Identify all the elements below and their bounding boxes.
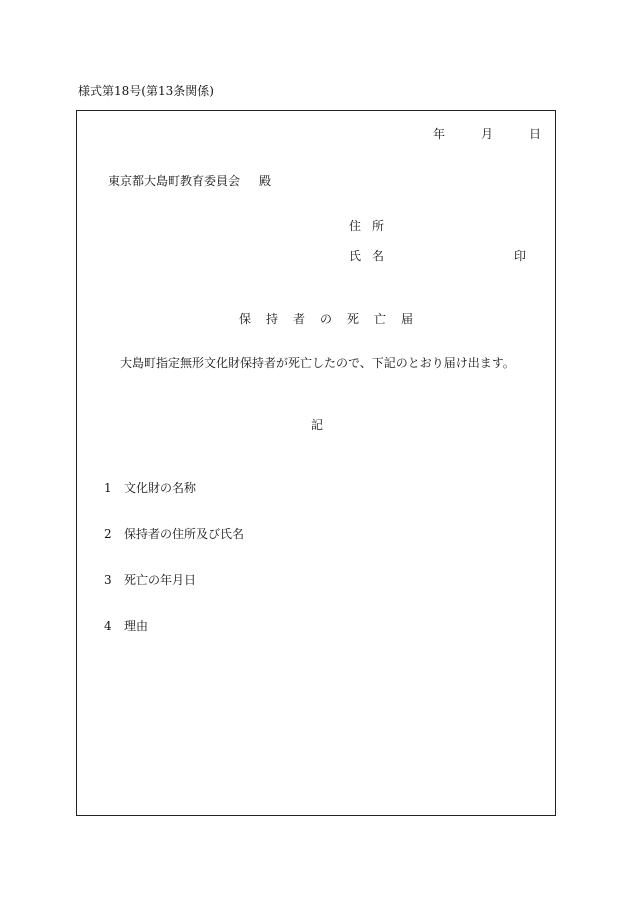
- list-item: [104, 574, 196, 586]
- addressee-honorific: 殿: [259, 174, 272, 188]
- item-number: 3: [104, 573, 112, 587]
- item-number: 4: [104, 619, 112, 633]
- list-item: [104, 528, 244, 540]
- address-label: 住所: [349, 219, 396, 233]
- ki-heading: 記: [311, 418, 324, 432]
- item-label: 文化財の名称: [124, 481, 197, 495]
- form-frame: [76, 110, 556, 816]
- item-number: 1: [104, 481, 112, 495]
- addressee-name: 東京都大島町教育委員会: [108, 174, 241, 188]
- date-month-label: 月: [481, 127, 494, 141]
- item-label: 理由: [124, 619, 149, 633]
- item-label: 保持者の住所及び氏名: [124, 527, 245, 541]
- list-item: [104, 482, 196, 494]
- seal-mark: 印: [514, 249, 527, 263]
- list-item: [104, 620, 148, 632]
- body-text: 大島町指定無形文化財保持者が死亡したので、下記のとおり届け出ます。: [120, 356, 515, 370]
- name-label: 氏名: [349, 249, 396, 263]
- form-number-label: 様式第18号(第13条関係): [78, 84, 214, 98]
- date-year-label: 年: [433, 127, 446, 141]
- document-title: 保持者の死亡届: [239, 312, 429, 326]
- date-day-label: 日: [529, 127, 542, 141]
- item-number: 2: [104, 527, 112, 541]
- item-label: 死亡の年月日: [124, 573, 197, 587]
